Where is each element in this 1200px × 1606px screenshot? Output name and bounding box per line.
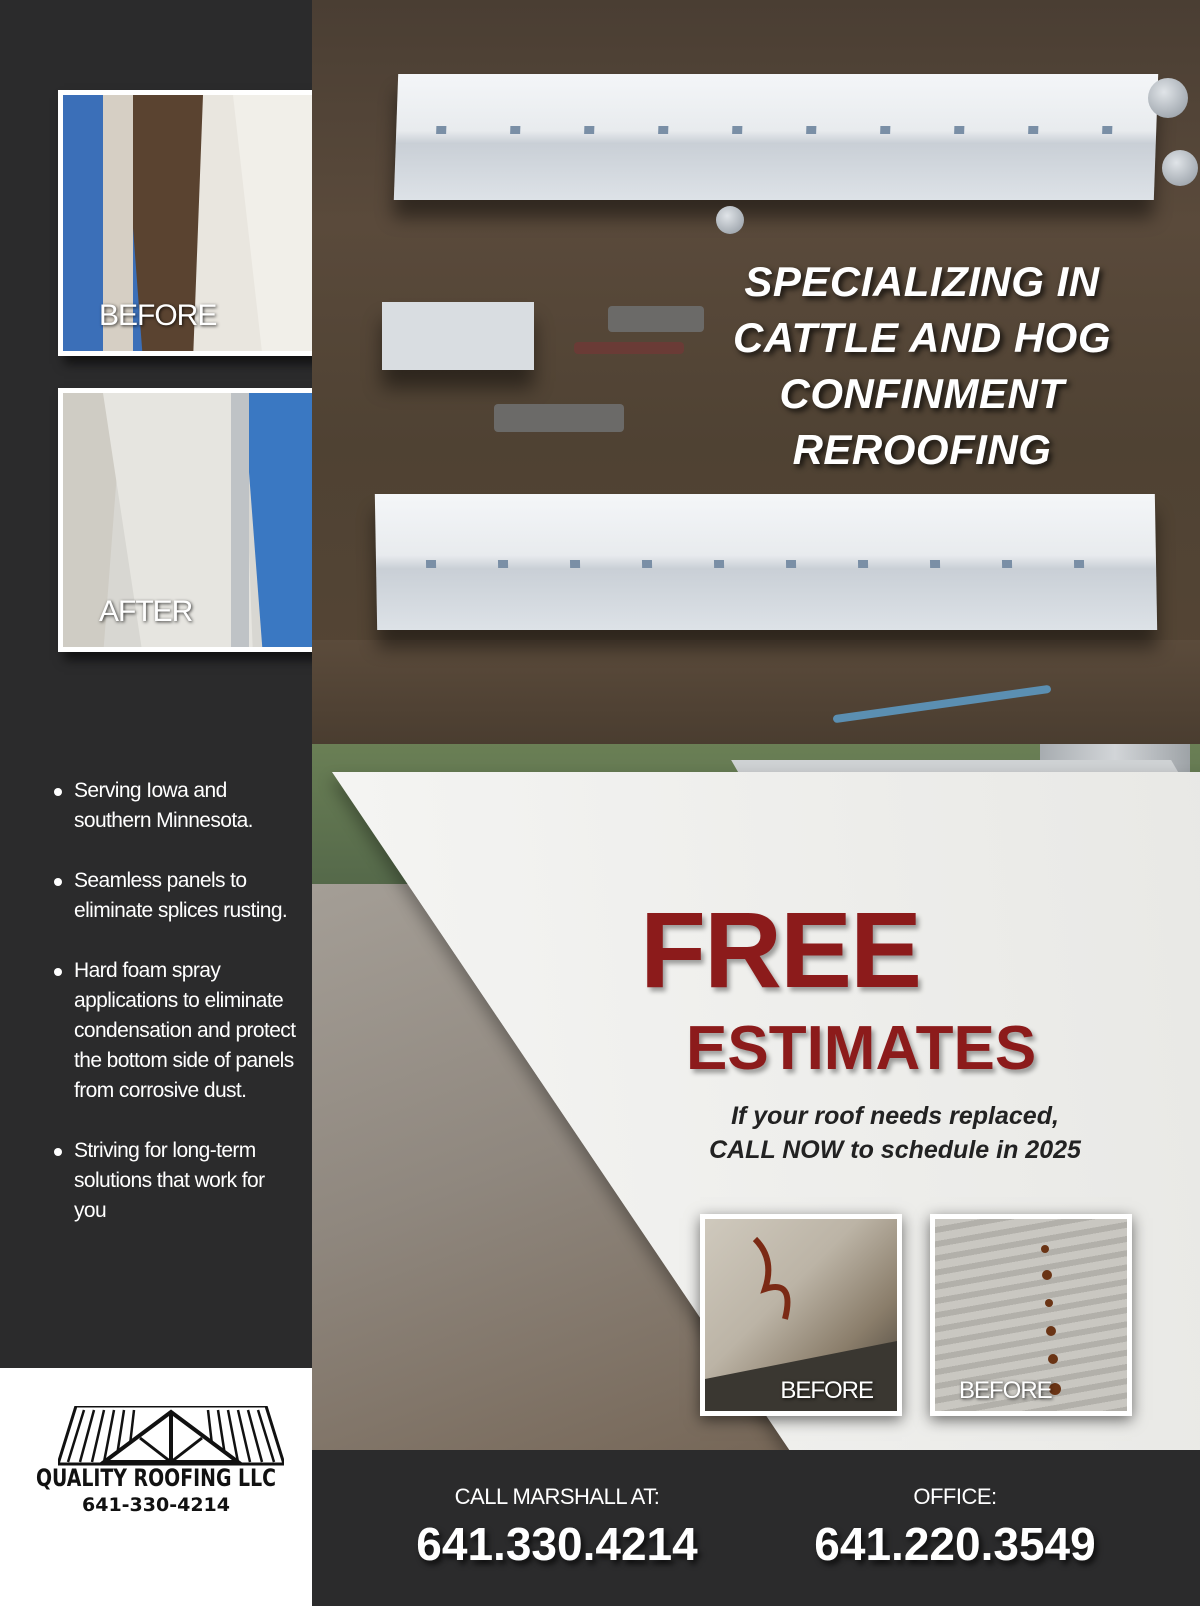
feature-item: Striving for long-term solutions that work for you [50, 1136, 300, 1226]
contact-phone[interactable]: 641.330.4214 [416, 1518, 698, 1570]
feature-list [50, 776, 300, 1256]
offer-line-2: CALL NOW to schedule in 2025 [709, 1136, 1081, 1164]
after-photo [58, 388, 322, 652]
contact-marshall [392, 1484, 722, 1572]
before-photo [58, 90, 322, 356]
silo [1162, 150, 1198, 186]
free-heading: FREE [640, 889, 921, 1010]
heading-line: CONFINMENT [779, 370, 1065, 417]
sidebar [0, 0, 312, 1368]
silo [716, 206, 744, 234]
barn-roof [375, 494, 1157, 630]
roof-logo-icon [58, 1406, 284, 1466]
before-rust-photo-2 [930, 1214, 1132, 1416]
before-label: BEFORE [99, 299, 217, 332]
silo [1148, 78, 1188, 118]
heading-line: SPECIALIZING IN [744, 258, 1100, 305]
contact-phone[interactable]: 641.220.3549 [814, 1518, 1096, 1570]
barn-small [382, 302, 534, 370]
contact-office [790, 1484, 1120, 1572]
after-label: AFTER [99, 595, 193, 628]
feature-item: Seamless panels to eliminate splices rusting. [50, 866, 300, 926]
contact-label: CALL MARSHALL AT: [454, 1484, 660, 1509]
barn-roof [394, 74, 1158, 200]
heading-line: REROOFING [792, 426, 1052, 473]
specialty-heading [692, 254, 1152, 478]
before-label: BEFORE [780, 1377, 873, 1404]
company-name: QUALITY ROOFING LLC [35, 1464, 276, 1492]
field [312, 640, 1200, 744]
company-phone: 641-330-4214 [82, 1494, 230, 1516]
equipment [574, 342, 684, 354]
offer-line-1: If your roof needs replaced, [731, 1102, 1059, 1130]
heading-line: CATTLE AND HOG [733, 314, 1111, 361]
before-rust-photo-1 [700, 1214, 902, 1416]
equipment [608, 306, 704, 332]
equipment [494, 404, 624, 432]
feature-item: Hard foam spray applications to eliminate condensation and protect the bottom side of panels from corrosive dust. [50, 956, 300, 1106]
estimates-heading: ESTIMATES [686, 1014, 1037, 1083]
contact-label: OFFICE: [913, 1484, 997, 1509]
before-label: BEFORE [959, 1377, 1052, 1404]
feature-item: Serving Iowa and southern Minnesota. [50, 776, 300, 836]
